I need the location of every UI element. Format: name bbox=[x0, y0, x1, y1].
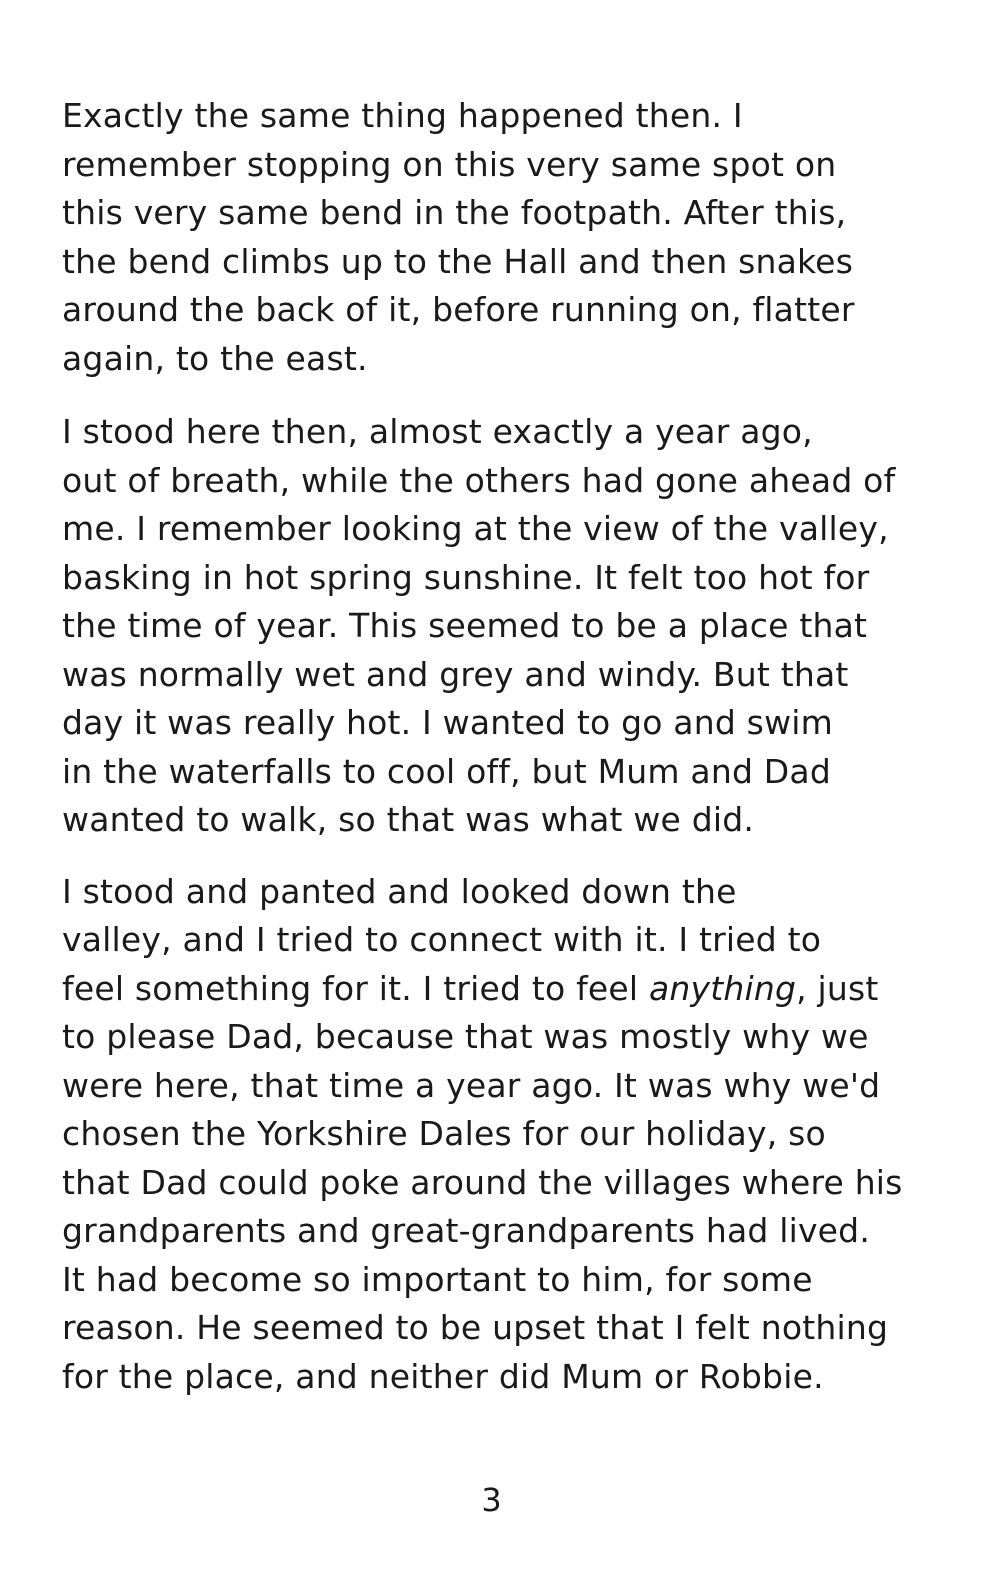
paragraph-3-end: , just to please Dad, because that was mostly why we were here, that time a year ago. It was why we'd chosen the Yorkshire Dales for our holiday, so that Dad could poke around the villages where his grandparents and great-grandparents had lived. It had become so important to him, for some reason. He seemed to be upset that I felt nothing for the place, and neither did Mum or Robbie. bbox=[62, 968, 903, 1396]
paragraph-3-start: I stood and panted and looked down the valley, and I tried to connect with it. I tried to feel something for it. I tried to feel bbox=[62, 871, 822, 1008]
paragraph-3 bbox=[62, 868, 932, 1402]
paragraph-2: I stood here then, almost exactly a year ago, out of breath, while the others had gone ahead of me. I remember looking at the view of the valley, basking in hot spring sunshine. It felt too hot for the time of year. This seemed to be a place that was normally wet and grey and windy. But that day it was really hot. I wanted to go and swim in the waterfalls to cool off, but Mum and Dad wanted to walk, so that was what we did. bbox=[62, 412, 896, 839]
body-text bbox=[62, 92, 932, 1426]
emphasized-word: anything bbox=[648, 968, 797, 1008]
paragraph-1: Exactly the same thing happened then. I remember stopping on this very same spot on this very same bend in the footpath. After this, the bend climbs up to the Hall and then snakes around the back of it, before running on, flatter again, to the east. bbox=[62, 96, 855, 378]
page-number: 3 bbox=[481, 1481, 502, 1519]
